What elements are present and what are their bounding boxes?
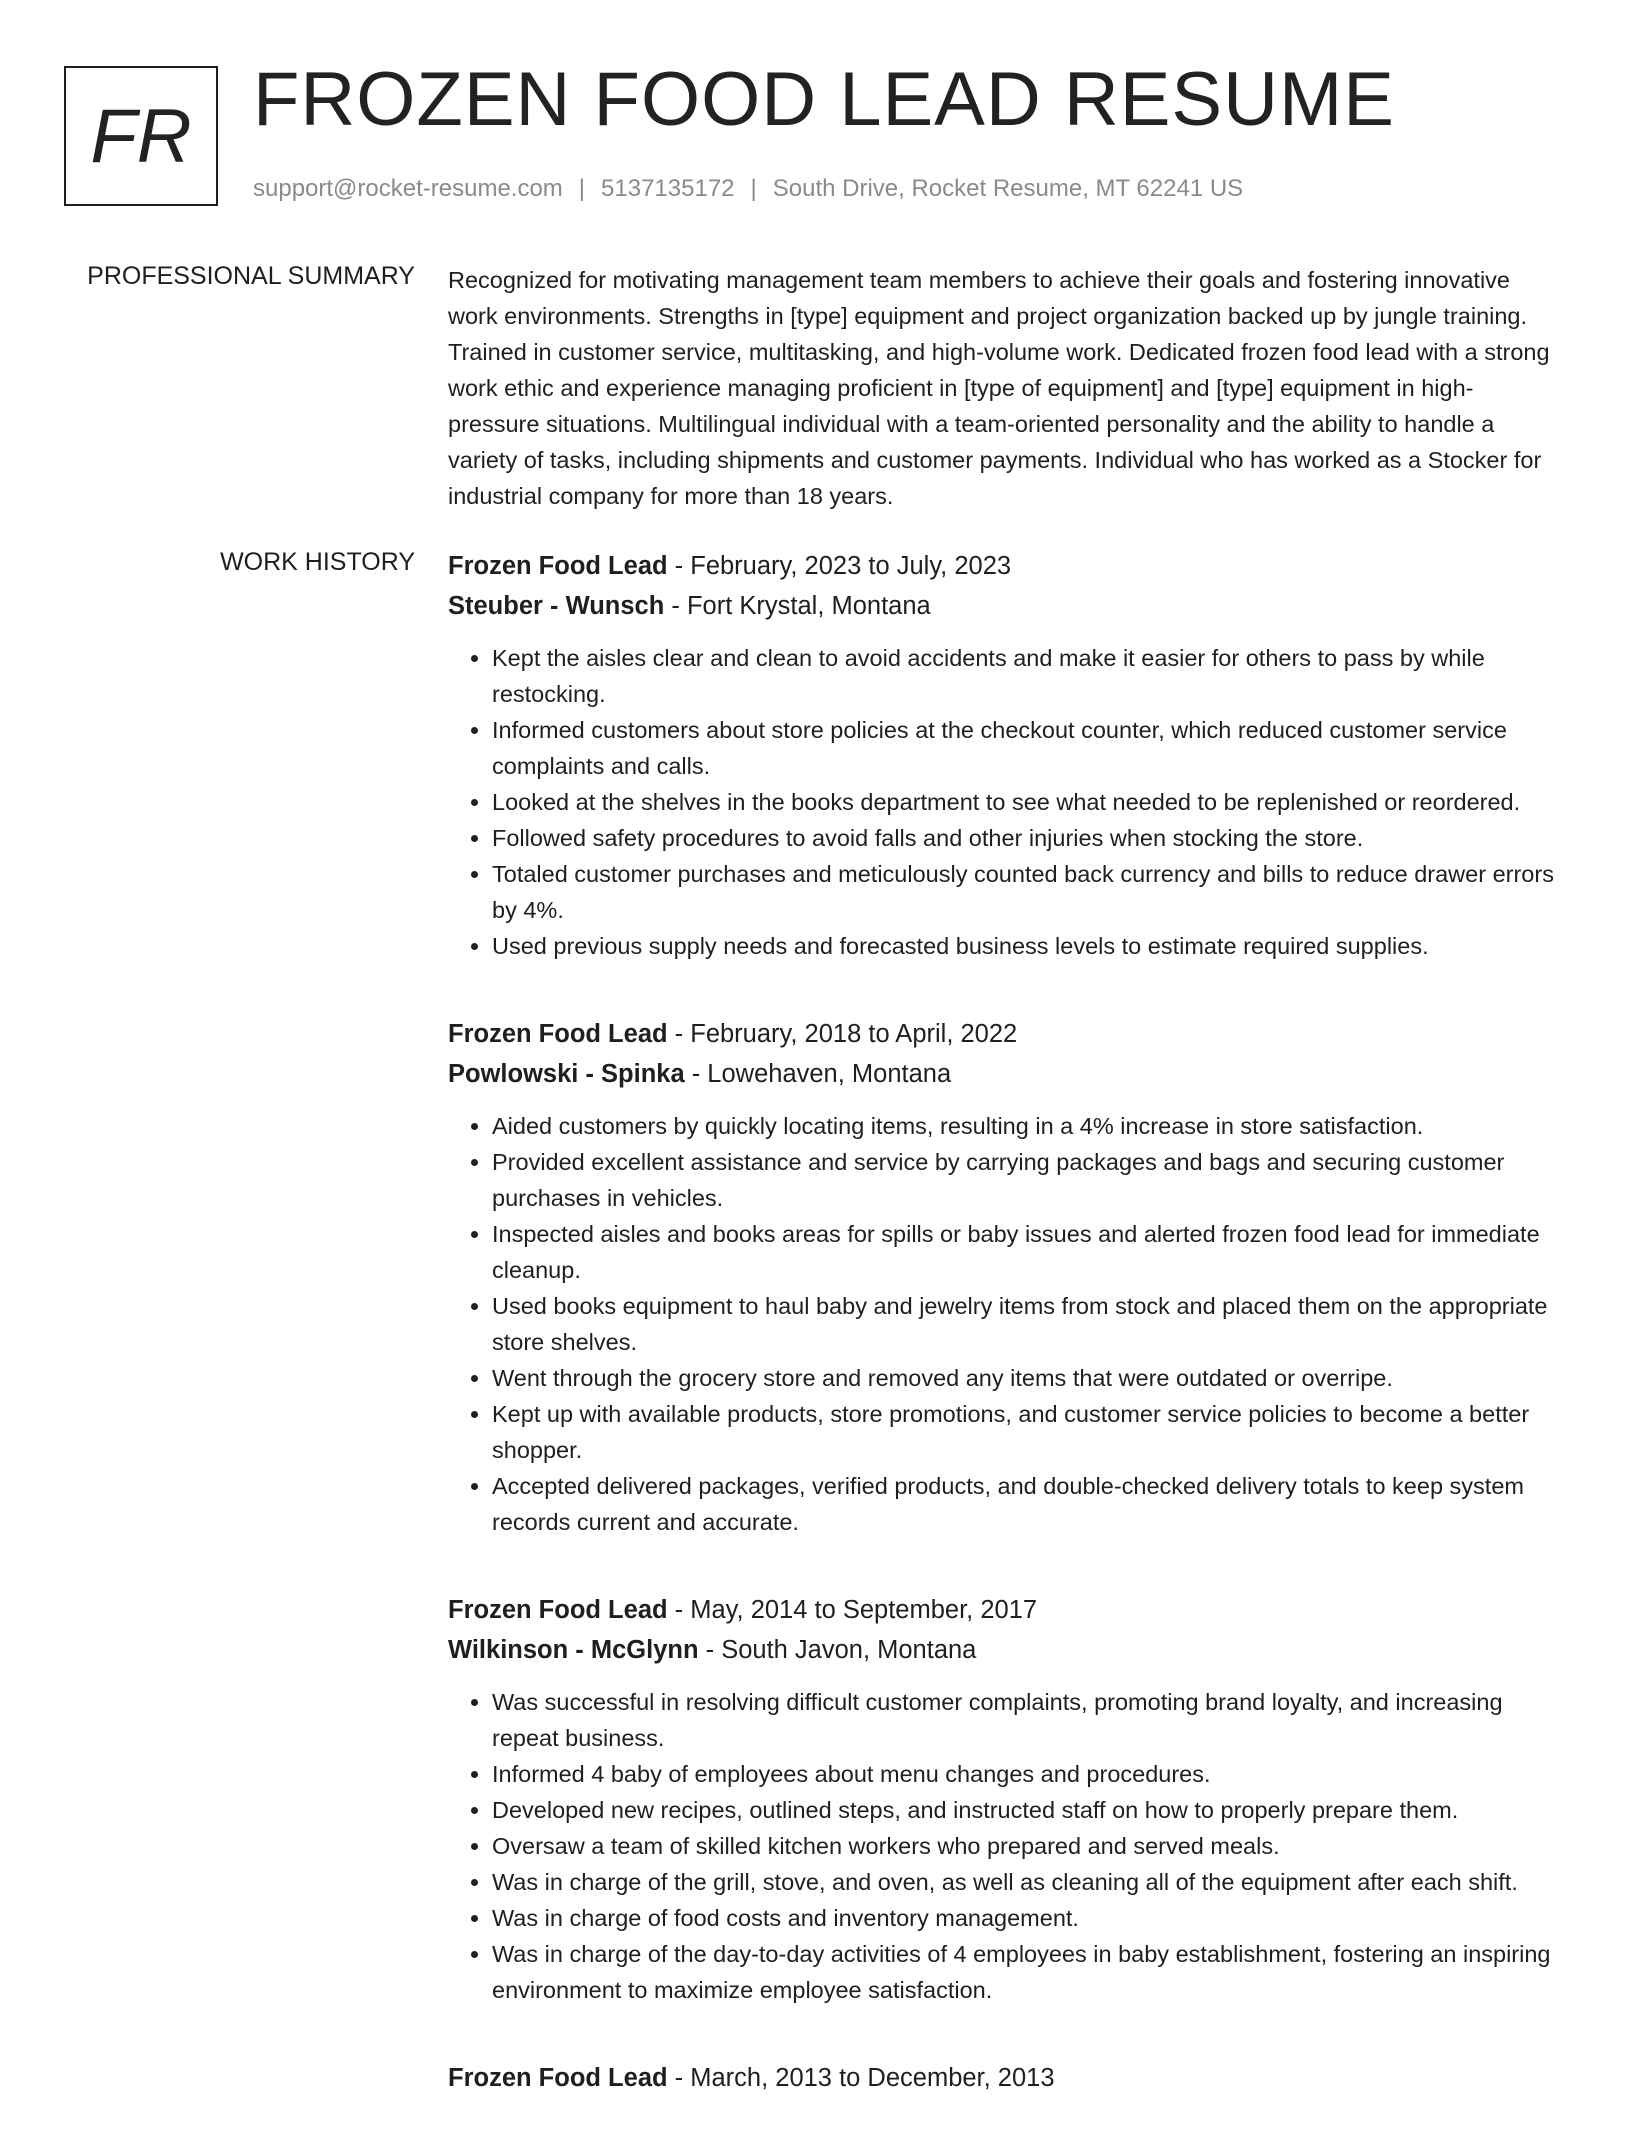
- job-bullets: [448, 1684, 1563, 2008]
- job-company-line: [448, 1630, 1563, 1670]
- job-bullets: [448, 1108, 1563, 1540]
- job-company: Powlowski - Spinka: [448, 1060, 685, 1088]
- job-location: - Lowehaven, Montana: [684, 1060, 952, 1088]
- resume-title: FROZEN FOOD LEAD RESUME: [253, 57, 1395, 142]
- list-item: • Provided excellent assistance and service by carrying packages and bags and securing customer purchases in vehicles.: [492, 1144, 1563, 1216]
- list-item: • Was successful in resolving difficult customer complaints, promoting brand loyalty, and increasing repeat business.: [492, 1684, 1563, 1756]
- job-title-line: [448, 1590, 1563, 1630]
- job-title: Frozen Food Lead: [448, 552, 668, 580]
- contact-address: South Drive, Rocket Resume, MT 62241 US: [772, 175, 1244, 202]
- job-location: - Fort Krystal, Montana: [664, 592, 931, 620]
- contact-separator: |: [578, 175, 586, 202]
- job-entry: [448, 1590, 1563, 2008]
- list-item: • Aided customers by quickly locating items, resulting in a 4% increase in store satisfaction.: [492, 1108, 1563, 1144]
- job-title-line: [448, 1014, 1563, 1054]
- job-company: Wilkinson - McGlynn: [448, 1636, 699, 1664]
- list-item: • Developed new recipes, outlined steps, and instructed staff on how to properly prepare them.: [492, 1792, 1563, 1828]
- job-dates: - March, 2013 to December, 2013: [667, 2064, 1055, 2092]
- job-location: - South Javon, Montana: [698, 1636, 977, 1664]
- contact-separator: |: [750, 175, 757, 202]
- list-item: • Oversaw a team of skilled kitchen workers who prepared and served meals.: [492, 1828, 1563, 1864]
- job-title: Frozen Food Lead: [448, 2064, 668, 2092]
- list-item: • Accepted delivered packages, verified products, and double-checked delivery totals to keep system records current and accurate.: [492, 1468, 1563, 1540]
- list-item: • Was in charge of the grill, stove, and oven, as well as cleaning all of the equipment after each shift.: [492, 1864, 1563, 1900]
- list-item: • Looked at the shelves in the books department to see what needed to be replenished or reordered.: [492, 784, 1563, 820]
- job-dates: - February, 2018 to April, 2022: [667, 1020, 1018, 1048]
- work-history-list: [448, 546, 1563, 2148]
- job-company-line: [448, 586, 1563, 626]
- job-entry: [448, 2058, 1563, 2098]
- job-entry: [448, 1014, 1563, 1540]
- contact-phone: 5137135172: [601, 175, 735, 202]
- job-title: Frozen Food Lead: [448, 1020, 668, 1048]
- job-entry: [448, 546, 1563, 964]
- job-company-line: [448, 1054, 1563, 1094]
- list-item: • Went through the grocery store and removed any items that were outdated or overripe.: [492, 1360, 1563, 1396]
- list-item: • Used books equipment to haul baby and jewelry items from stock and placed them on the appropriate store shelves.: [492, 1288, 1563, 1360]
- list-item: • Kept up with available products, store promotions, and customer service policies to become a better shopper.: [492, 1396, 1563, 1468]
- list-item: • Totaled customer purchases and meticulously counted back currency and bills to reduce drawer errors by 4%.: [492, 856, 1563, 928]
- list-item: • Informed customers about store policies at the checkout counter, which reduced customer service complaints and calls.: [492, 712, 1563, 784]
- job-title-line: [448, 2058, 1563, 2098]
- job-title: Frozen Food Lead: [448, 1596, 668, 1624]
- job-title-line: [448, 546, 1563, 586]
- list-item: • Inspected aisles and books areas for spills or baby issues and alerted frozen food lead for immediate cleanup.: [492, 1216, 1563, 1288]
- contact-email: support@rocket-resume.com: [253, 175, 563, 202]
- section-label: PROFESSIONAL SUMMARY: [87, 262, 415, 290]
- section-label: WORK HISTORY: [220, 548, 415, 576]
- list-item: • Was in charge of food costs and inventory management.: [492, 1900, 1563, 1936]
- job-dates: - May, 2014 to September, 2017: [667, 1596, 1038, 1624]
- job-bullets: [448, 640, 1563, 964]
- list-item: • Informed 4 baby of employees about menu changes and procedures.: [492, 1756, 1563, 1792]
- list-item: • Used previous supply needs and forecasted business levels to estimate required supplies.: [492, 928, 1563, 964]
- contact-line: [253, 175, 1243, 203]
- list-item: • Was in charge of the day-to-day activities of 4 employees in baby establishment, fostering an inspiring environment to maximize employee satisfaction.: [492, 1936, 1563, 2008]
- initials-monogram: FR: [64, 66, 218, 206]
- list-item: • Kept the aisles clear and clean to avoid accidents and make it easier for others to pass by while restocking.: [492, 640, 1563, 712]
- job-company: Steuber - Wunsch: [448, 592, 665, 620]
- list-item: • Followed safety procedures to avoid falls and other injuries when stocking the store.: [492, 820, 1563, 856]
- summary-text: Recognized for motivating management team members to achieve their goals and fostering innovative work environments. Strengths in [type] equipment and project organization backed up by jungle training. Trained in customer service, multitasking, and high-volume work. Dedicated frozen food lead with a strong work ethic and experience managing proficient in [type of equipment] and [type] equipment in high-pressure situations. Multilingual individual with a team-oriented personality and the ability to handle a variety of tasks, including shipments and customer payments. Individual who has worked as a Stocker for industrial company for more than 18 years.: [448, 267, 1550, 509]
- job-dates: - February, 2023 to July, 2023: [667, 552, 1012, 580]
